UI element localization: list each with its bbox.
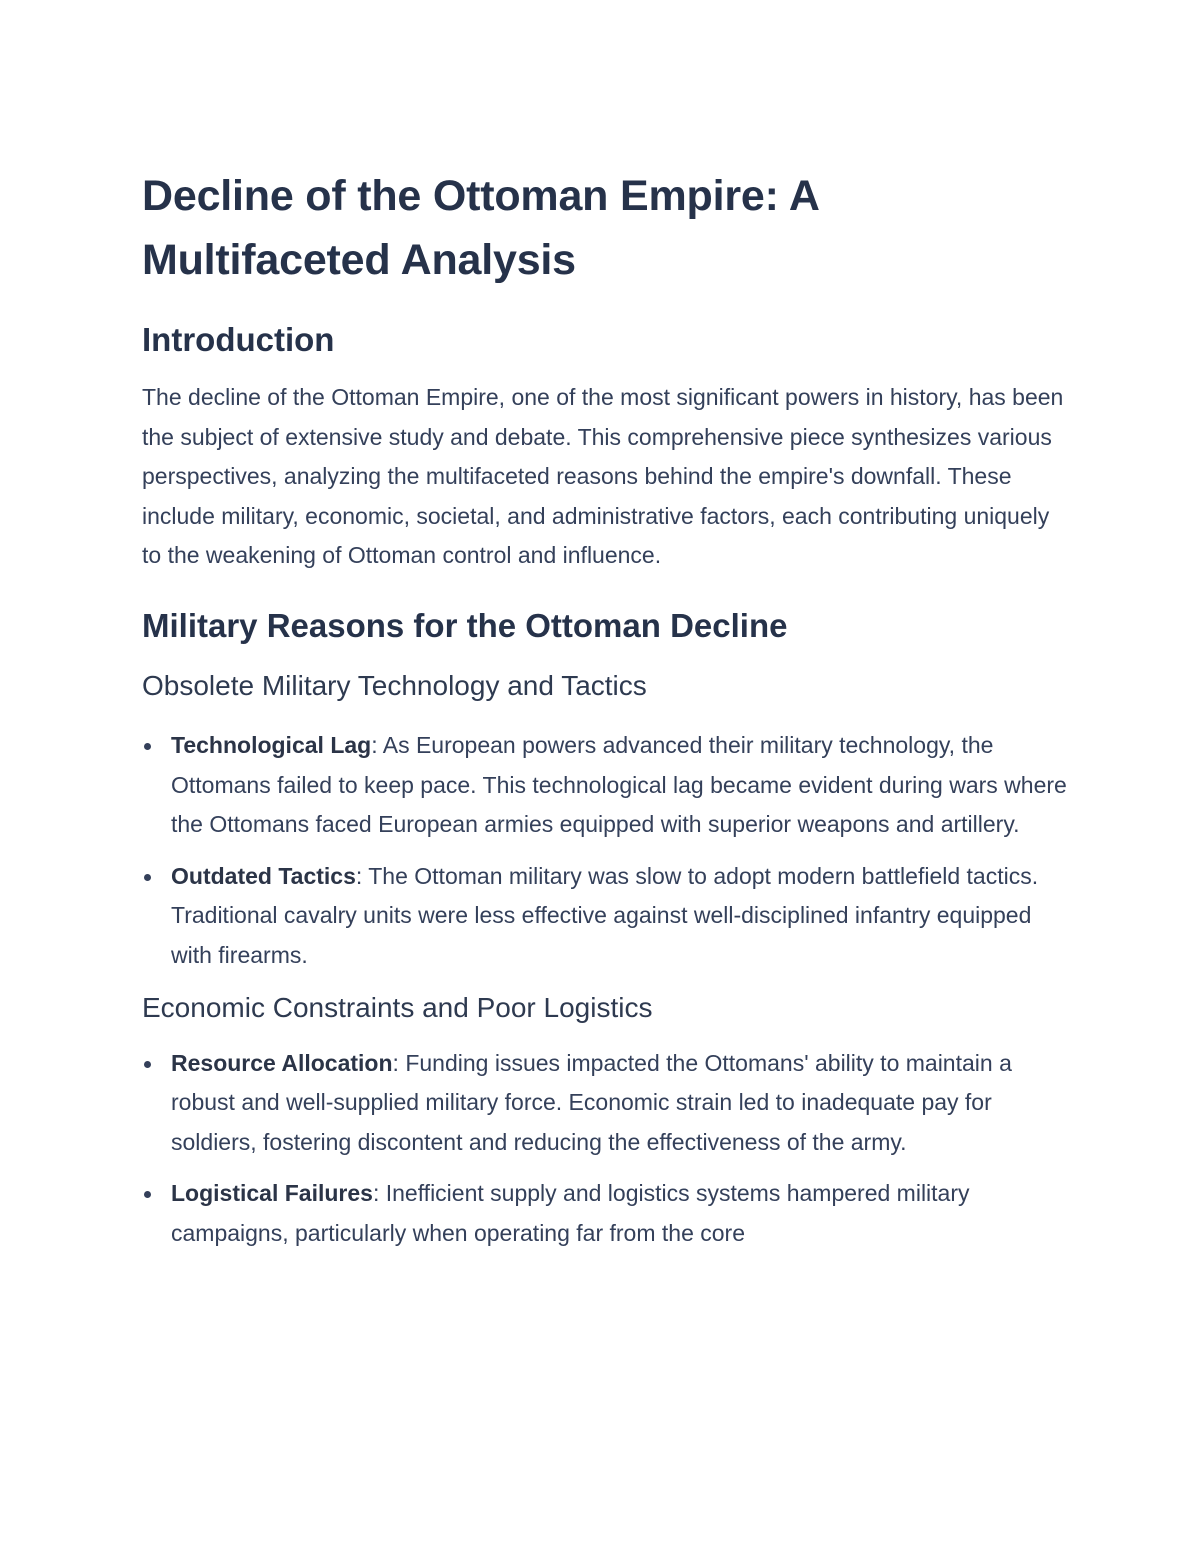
section-heading-military: Military Reasons for the Ottoman Decline [142, 606, 788, 644]
bullet-icon [144, 1191, 151, 1198]
document-page [142, 164, 1072, 1254]
list-item [142, 857, 1072, 976]
list-item-term: Outdated Tactics [171, 862, 356, 889]
bullet-icon [144, 1061, 151, 1068]
section-heading-introduction: Introduction [142, 321, 335, 358]
bullet-list-technology [142, 726, 1072, 976]
bullet-icon [144, 743, 151, 750]
list-item [142, 726, 1072, 845]
list-item [142, 1044, 1072, 1163]
list-item [142, 1174, 1072, 1253]
bullet-icon [144, 874, 151, 881]
list-item-term: Technological Lag [171, 731, 372, 758]
list-item-text: : Funding issues impacted the Ottomans' ability to maintain a robust and well-supplied military force. Economic strain led to inadequate pay for soldiers, fostering discontent and reducing the effectiveness of the army. [171, 1049, 1012, 1155]
subsection-heading-technology: Obsolete Military Technology and Tactics [142, 669, 647, 701]
list-item-term: Resource Allocation [171, 1049, 393, 1076]
list-item-text: : As European powers advanced their military technology, the Ottomans failed to keep pace. This technological lag became evident during wars where the Ottomans faced European armies equipped with superior weapons and artillery. [171, 731, 1067, 838]
list-item-term: Logistical Failures [171, 1180, 373, 1207]
list-item-text: : Inefficient supply and logistics systems hampered military campaigns, particularly when operating far from the core [171, 1180, 970, 1246]
bullet-list-economic [142, 1044, 1072, 1254]
list-item-text: : The Ottoman military was slow to adopt modern battlefield tactics. Traditional cavalry units were less effective against well-disciplined infantry equipped with firearms. [171, 862, 1039, 968]
introduction-paragraph: The decline of the Ottoman Empire, one of the most significant powers in history, has been the subject of extensive study and debate. This comprehensive piece synthesizes various perspectives, analyzing the multifaceted reasons behind the empire's downfall. These include military, economic, societal, and administrative factors, each contributing uniquely to the weakening of Ottoman control and influence. [142, 384, 1064, 569]
subsection-heading-economic: Economic Constraints and Poor Logistics [142, 991, 653, 1023]
document-title: Decline of the Ottoman Empire: A Multifaceted Analysis [142, 172, 819, 284]
